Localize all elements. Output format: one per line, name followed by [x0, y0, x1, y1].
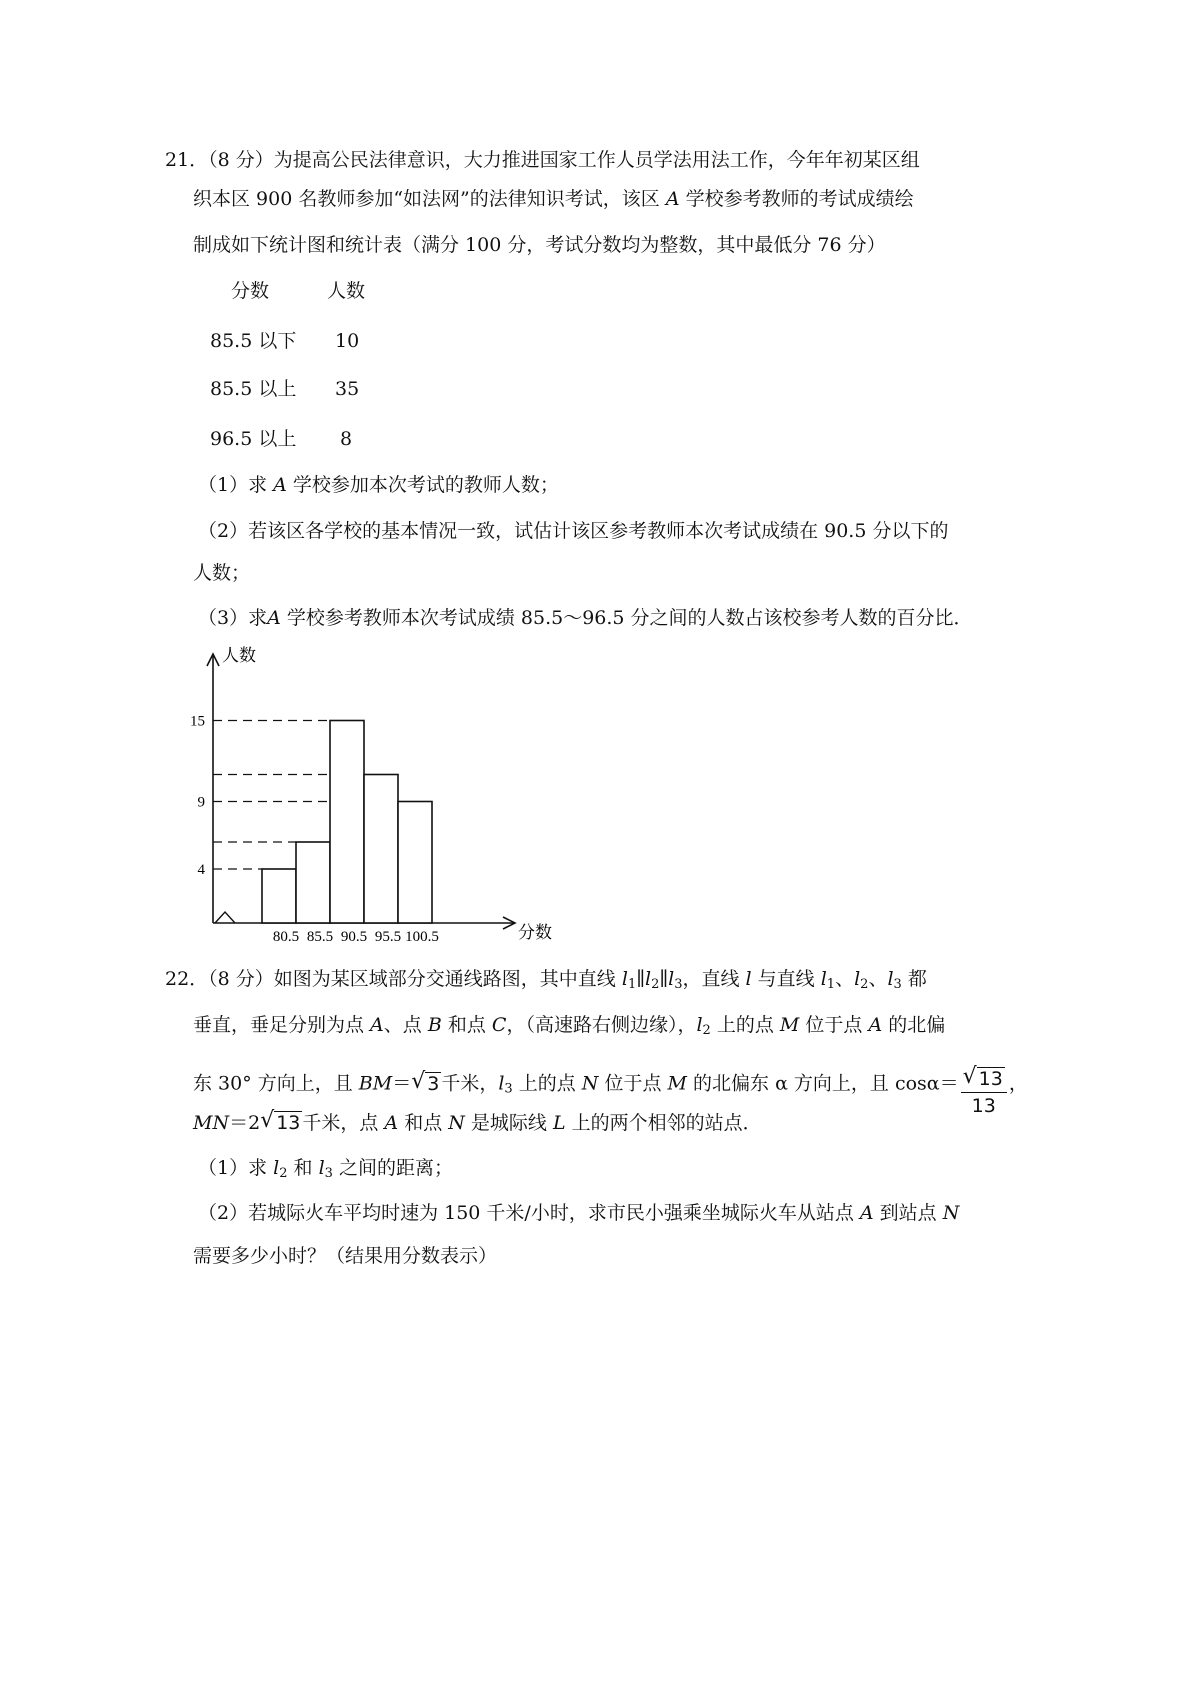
x-tick-label: 95.5: [374, 929, 402, 945]
y-tick-label: 4: [197, 862, 205, 878]
histogram-bar: [296, 842, 330, 923]
table-row-count: 8: [340, 428, 353, 450]
table-row-score: 85.5 以上: [210, 378, 297, 400]
q22-sub-1: （1）求 $l_2$ 和 $l_3$ 之间的距离；: [198, 1157, 453, 1181]
axis-break-mark: [215, 912, 235, 923]
q22-sub-2-line-1: （2）若城际火车平均时速为 150 千米/小时，求市民小强乘坐城际火车从站点 A 到站点 N: [198, 1202, 960, 1224]
histogram-bar: [364, 775, 398, 924]
y-tick-label: 9: [197, 794, 205, 811]
q21-line-2: 织本区 900 名教师参加“如法网”的法律知识考试，该区 A 学校参考教师的考试成绩绘: [193, 188, 914, 210]
x-tick-label: 80.5: [272, 929, 300, 945]
q21-sub-2-line-1: （2）若该区各学校的基本情况一致，试估计该区参考教师本次考试成绩在 90.5 分以下的: [198, 520, 949, 542]
q22-sub-2-line-2: 需要多少小时？（结果用分数表示）: [193, 1245, 498, 1267]
y-tick-label: 15: [190, 713, 205, 730]
x-tick-label: 90.5: [340, 929, 368, 945]
sqrt-3: √ 3: [411, 1068, 440, 1095]
q22-line-4: MN＝2 √ 13 千米，点 A 和点 N 是城际线 L 上的两个相邻的站点．: [193, 1108, 762, 1134]
table-header-score: 分数: [231, 280, 270, 302]
y-axis-label: 人数: [222, 646, 256, 665]
q21-sub-2-line-2: 人数；: [193, 562, 251, 584]
table-row-score: 96.5 以上: [210, 428, 297, 450]
x-tick-label: 85.5: [306, 929, 334, 945]
q21-sub-3: （3）求A 学校参考教师本次考试成绩 85.5～96.5 分之间的人数占该校参考人数的百分比．: [198, 607, 973, 629]
chart-bars: [262, 721, 432, 924]
table-header-count: 人数: [327, 280, 366, 302]
table-row-score: 85.5 以下: [210, 330, 297, 352]
q21-sub-1: （1）求 A 学校参加本次考试的教师人数；: [198, 474, 559, 496]
histogram-bar: [330, 721, 364, 924]
q21-line-1: 21．（8 分）为提高公民法律意识，大力推进国家工作人员学法用法工作，今年年初某区组: [165, 149, 920, 171]
cos-alpha-fraction: √ 13 13: [961, 1066, 1007, 1119]
q22-line-2: 垂直，垂足分别为点 A、点 B 和点 C，（高速路右侧边缘），$l_2$ 上的点 M 位于点 A 的北偏: [193, 1014, 946, 1038]
table-row-count: 10: [335, 330, 360, 352]
histogram-bar: [398, 802, 432, 924]
q22-line-1: 22．（8 分）如图为某区域部分交通线路图，其中直线 $l_1\parallel l_2\parallel l_3$，直线 l 与直线 $l_1$、$l_2$、$l_3$ 都: [165, 968, 927, 992]
x-axis-label: 分数: [518, 923, 552, 942]
x-tick-label: 100.5: [405, 929, 439, 945]
sqrt-13: √ 13: [260, 1108, 301, 1134]
histogram-bar: [262, 869, 296, 923]
q22-line-3: 东 30° 方向上，且 BM＝ √ 3 千米，$l_3$ 上的点 N 位于点 M 的北偏东 α 方向上，且 cosα＝ √ 13 13 ，: [193, 1064, 1028, 1117]
histogram-chart: [180, 640, 560, 950]
table-row-count: 35: [335, 378, 360, 400]
q21-line-3: 制成如下统计图和统计表（满分 100 分，考试分数均为整数，其中最低分 76 分）: [193, 234, 886, 256]
